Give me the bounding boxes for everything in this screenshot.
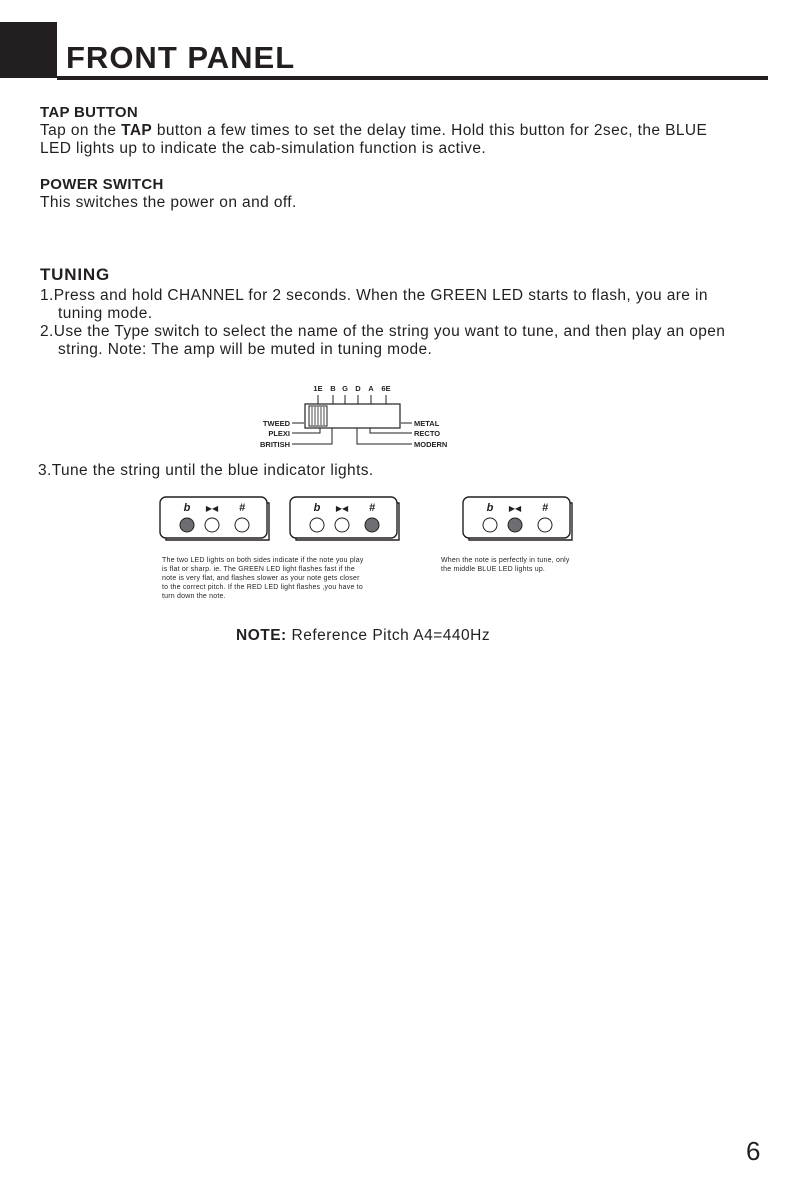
tuning-step-2b: string. Note: The amp will be muted in tuning mode. <box>58 341 433 358</box>
string-label-d: D <box>355 384 361 393</box>
led-off <box>205 518 219 532</box>
tap-bold-word: TAP <box>121 122 153 139</box>
header-rule <box>57 76 768 80</box>
caption-right-line: the middle BLUE LED lights up. <box>441 566 546 573</box>
tuning-step-1b: tuning mode. <box>58 305 153 322</box>
caption-right-line: When the note is perfectly in tune, only <box>441 557 570 564</box>
note-text: Reference Pitch A4=440Hz <box>286 627 491 644</box>
mode-label-metal: METAL <box>414 419 440 428</box>
led-off <box>310 518 324 532</box>
tuning-heading: TUNING <box>40 265 110 284</box>
string-label-6e: 6E <box>381 384 391 393</box>
tuning-step-1a: 1.Press and hold CHANNEL for 2 seconds. When the GREEN LED starts to flash, you are in <box>40 287 708 304</box>
tuner-panel <box>290 497 399 540</box>
in-tune-icon: ▶◀ <box>335 504 349 513</box>
string-label-b: B <box>330 384 336 393</box>
caption-left-line: turn down the note. <box>162 593 226 600</box>
led-lit <box>365 518 379 532</box>
page-title: FRONT PANEL <box>66 40 296 75</box>
tuning-step-3: 3.Tune the string until the blue indicator lights. <box>38 462 374 479</box>
flat-icon: b <box>183 502 191 514</box>
caption-left-line: is flat or sharp. ie. The GREEN LED light flashes fast if the <box>162 566 355 573</box>
tuner-indicator-panels <box>155 494 575 544</box>
mode-label-british: BRITISH <box>260 440 290 449</box>
power-text: This switches the power on and off. <box>40 194 297 211</box>
tuner-panel <box>463 497 572 540</box>
string-label-a: A <box>368 384 374 393</box>
mode-label-plexi: PLEXI <box>268 429 290 438</box>
flat-icon: b <box>486 502 494 514</box>
sharp-icon: # <box>238 502 246 514</box>
led-off <box>538 518 552 532</box>
sharp-icon: # <box>368 502 376 514</box>
note-label: NOTE: <box>236 627 287 644</box>
led-lit <box>180 518 194 532</box>
led-off <box>335 518 349 532</box>
header-block <box>0 22 57 78</box>
string-label-1e: 1E <box>313 384 323 393</box>
type-switch-diagram <box>240 378 480 454</box>
tuner-panel <box>160 497 269 540</box>
tap-line-2: LED lights up to indicate the cab-simulation function is active. <box>40 140 487 157</box>
caption-left-line: to the correct pitch. If the RED LED light flashes ,you have to <box>162 584 363 591</box>
led-off <box>235 518 249 532</box>
in-tune-icon: ▶◀ <box>508 504 522 513</box>
mode-label-modern: MODERN <box>414 440 448 449</box>
page-number: 6 <box>746 1136 761 1166</box>
mode-label-recto: RECTO <box>414 429 441 438</box>
led-lit <box>508 518 522 532</box>
tap-text-post: button a few times to set the delay time. Hold this button for 2sec, the BLUE <box>152 122 708 139</box>
caption-left-line: note is very flat, and flashes slower as your note gets closer <box>162 575 360 582</box>
led-off <box>483 518 497 532</box>
power-heading: POWER SWITCH <box>40 176 164 193</box>
caption-left-line: The two LED lights on both sides indicate if the note you play <box>162 557 364 564</box>
tap-line-1 <box>40 122 707 140</box>
reference-pitch-note <box>236 627 490 645</box>
tap-heading: TAP BUTTON <box>40 104 139 121</box>
sharp-icon: # <box>541 502 549 514</box>
flat-icon: b <box>313 502 321 514</box>
in-tune-icon: ▶◀ <box>205 504 219 513</box>
string-label-g: G <box>342 384 348 393</box>
tap-text-pre: Tap on the <box>40 122 122 139</box>
tuning-step-2a: 2.Use the Type switch to select the name of the string you want to tune, and then play an open <box>40 323 726 340</box>
mode-label-tweed: TWEED <box>262 419 290 428</box>
